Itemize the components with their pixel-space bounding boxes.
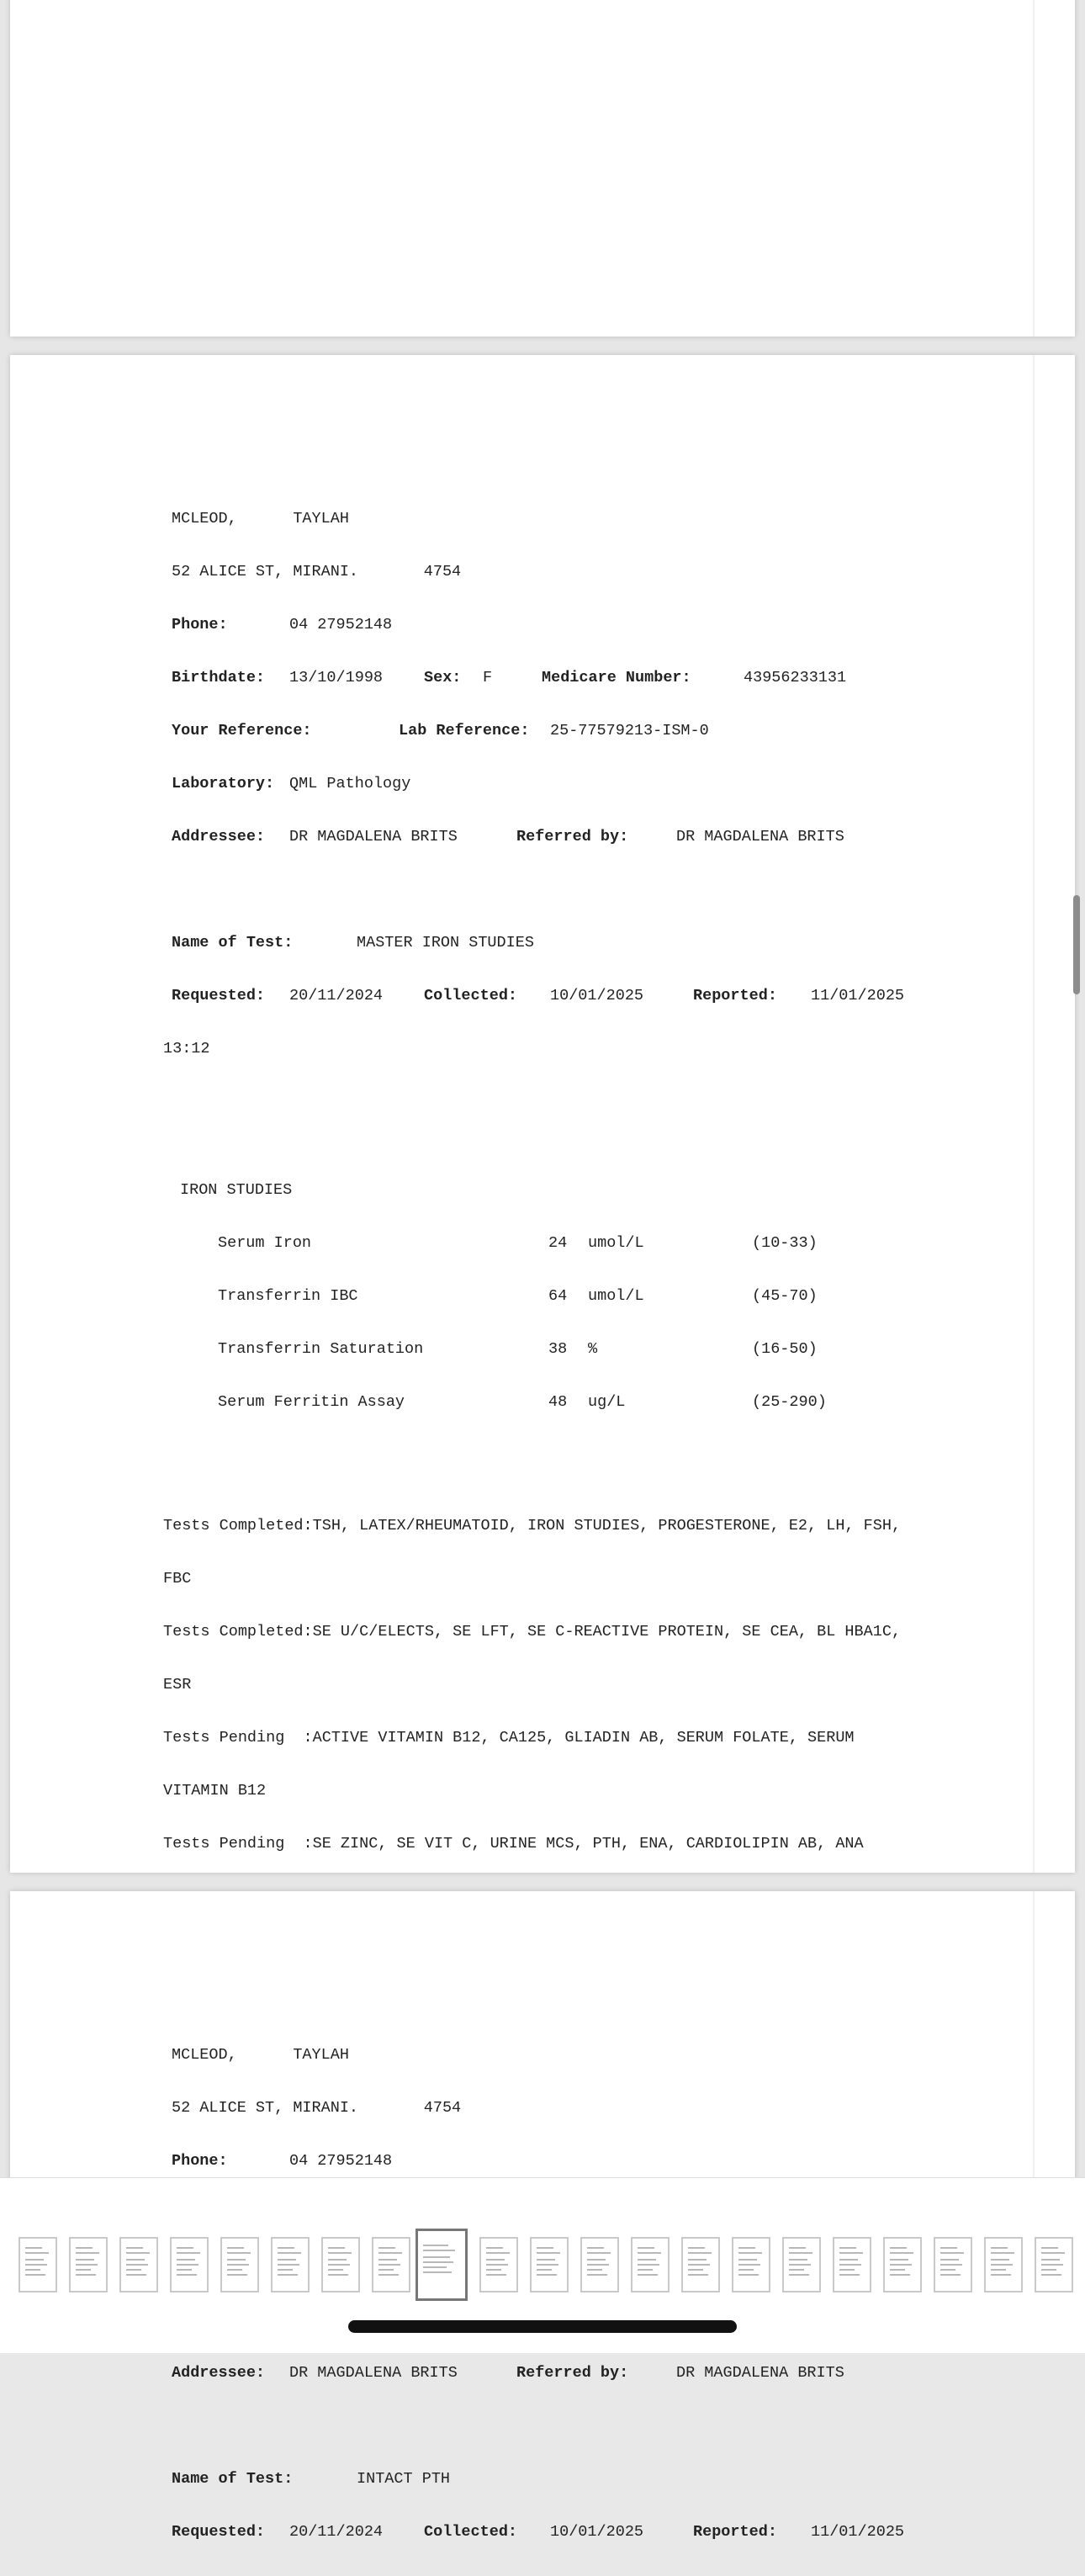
addressee-label: Addressee: xyxy=(172,828,266,845)
requested-label: Requested: xyxy=(172,987,266,1004)
page-thumbnail[interactable] xyxy=(69,2237,108,2292)
result-unit: ug/L xyxy=(588,1393,626,1411)
sex-value: F xyxy=(483,669,493,686)
requested-value: 20/11/2024 xyxy=(289,2523,384,2541)
your-reference-label: Your Reference: xyxy=(172,722,312,739)
page-thumbnail[interactable] xyxy=(631,2237,670,2292)
referred-by-label: Referred by: xyxy=(516,2364,629,2382)
page-thumbnail[interactable] xyxy=(321,2237,360,2292)
page-thumbnail[interactable] xyxy=(732,2237,770,2292)
page-iron-studies xyxy=(10,355,1075,1873)
result-unit: umol/L xyxy=(588,1234,644,1252)
phone-label: Phone: xyxy=(172,616,228,633)
reported-value: 11/01/2025 xyxy=(811,2523,905,2541)
page-thumbnail[interactable] xyxy=(833,2237,871,2292)
scrollbar-thumb[interactable] xyxy=(1073,895,1080,994)
tests-status-line: FBC xyxy=(163,1570,192,1587)
birthdate-label: Birthdate: xyxy=(172,669,266,686)
result-value: 48 xyxy=(548,1393,568,1411)
referred-by-value: DR MAGDALENA BRITS xyxy=(676,2364,844,2382)
collected-label: Collected: xyxy=(424,987,518,1004)
result-range: (45-70) xyxy=(752,1287,818,1305)
tests-status-line: Tests Completed:TSH, LATEX/RHEUMATOID, IRON STUDIES, PROGESTERONE, E2, LH, FSH, xyxy=(163,1517,902,1534)
patient-name: MCLEOD, TAYLAH xyxy=(172,510,349,527)
reported-label: Reported: xyxy=(693,2523,777,2541)
result-name: Serum Iron xyxy=(218,1234,312,1252)
section-heading: IRON STUDIES xyxy=(180,1181,293,1199)
result-value: 64 xyxy=(548,1287,568,1305)
patient-address: 52 ALICE ST, MIRANI. 4754 xyxy=(172,563,462,580)
page-thumbnail[interactable] xyxy=(1035,2237,1073,2292)
result-row xyxy=(153,1234,1036,1252)
patient-address: 52 ALICE ST, MIRANI. 4754 xyxy=(172,2099,462,2117)
reported-time: 13:12 xyxy=(163,1040,210,1057)
birthdate-value: 13/10/1998 xyxy=(289,669,384,686)
page-thumbnail[interactable] xyxy=(372,2237,410,2292)
patient-name: MCLEOD, TAYLAH xyxy=(172,2046,349,2064)
result-range: (16-50) xyxy=(752,1340,818,1358)
page-thumbnail[interactable] xyxy=(530,2237,569,2292)
requested-value: 20/11/2024 xyxy=(289,987,384,1004)
medicare-value: 43956233131 xyxy=(744,669,847,686)
lab-reference-value: 25-77579213-ISM-0 xyxy=(550,722,709,739)
result-value: 38 xyxy=(548,1340,568,1358)
tests-status-line: VITAMIN B12 xyxy=(163,1782,267,1799)
tests-status-line: Tests Completed:SE U/C/ELECTS, SE LFT, SE C-REACTIVE PROTEIN, SE CEA, BL HBA1C, xyxy=(163,1623,902,1640)
page-thumbnail[interactable] xyxy=(220,2237,259,2292)
phone-value: 04 27952148 xyxy=(289,616,393,633)
page-thumbnail[interactable] xyxy=(19,2237,57,2292)
tests-status-line: ESR xyxy=(163,1676,192,1693)
result-name: Serum Ferritin Assay xyxy=(218,1393,405,1411)
laboratory-label: Laboratory: xyxy=(172,775,275,792)
collected-label: Collected: xyxy=(424,2523,518,2541)
page-thumbnail[interactable] xyxy=(934,2237,972,2292)
medicare-label: Medicare Number: xyxy=(542,669,691,686)
page-thumbnail[interactable] xyxy=(415,2229,468,2301)
result-name: Transferrin Saturation xyxy=(218,1340,424,1358)
reported-value: 11/01/2025 xyxy=(811,987,905,1004)
page-thumbnail[interactable] xyxy=(883,2237,922,2292)
tests-status-line: Tests Pending :ACTIVE VITAMIN B12, CA125, GLIADIN AB, SERUM FOLATE, SERUM xyxy=(163,1729,855,1746)
addressee-label: Addressee: xyxy=(172,2364,266,2382)
result-unit: % xyxy=(588,1340,598,1358)
reported-label: Reported: xyxy=(693,987,777,1004)
referred-by-value: DR MAGDALENA BRITS xyxy=(676,828,844,845)
addressee-value: DR MAGDALENA BRITS xyxy=(289,2364,458,2382)
phone-value: 04 27952148 xyxy=(289,2152,393,2170)
test-name-label: Name of Test: xyxy=(172,2470,294,2488)
result-range: (25-290) xyxy=(752,1393,827,1411)
page-thumbnail[interactable] xyxy=(782,2237,821,2292)
collected-value: 10/01/2025 xyxy=(550,987,644,1004)
page-thumbnail[interactable] xyxy=(271,2237,310,2292)
result-row xyxy=(153,1393,1036,1411)
phone-label: Phone: xyxy=(172,2152,228,2170)
result-value: 24 xyxy=(548,1234,568,1252)
home-indicator[interactable] xyxy=(348,2320,737,2333)
test-name-label: Name of Test: xyxy=(172,934,294,951)
page-thumbnail[interactable] xyxy=(170,2237,209,2292)
sex-label: Sex: xyxy=(424,669,462,686)
lab-reference-label: Lab Reference: xyxy=(399,722,530,739)
result-name: Transferrin IBC xyxy=(218,1287,358,1305)
page-thumbnail[interactable] xyxy=(681,2237,720,2292)
collected-value: 10/01/2025 xyxy=(550,2523,644,2541)
page-previous xyxy=(10,0,1075,337)
result-range: (10-33) xyxy=(752,1234,818,1252)
result-row xyxy=(153,1287,1036,1305)
result-row xyxy=(153,1340,1036,1358)
page-thumbnail[interactable] xyxy=(580,2237,619,2292)
laboratory-value: QML Pathology xyxy=(289,775,411,792)
requested-label: Requested: xyxy=(172,2523,266,2541)
test-name-value: INTACT PTH xyxy=(357,2470,451,2488)
page-thumbnail[interactable] xyxy=(119,2237,158,2292)
report-text xyxy=(153,474,1036,1888)
tests-status-line: Tests Pending :SE ZINC, SE VIT C, URINE MCS, PTH, ENA, CARDIOLIPIN AB, ANA xyxy=(163,1835,864,1852)
page-thumbnail[interactable] xyxy=(984,2237,1023,2292)
result-unit: umol/L xyxy=(588,1287,644,1305)
referred-by-label: Referred by: xyxy=(516,828,629,845)
addressee-value: DR MAGDALENA BRITS xyxy=(289,828,458,845)
page-thumbnail[interactable] xyxy=(479,2237,518,2292)
test-name-value: MASTER IRON STUDIES xyxy=(357,934,534,951)
